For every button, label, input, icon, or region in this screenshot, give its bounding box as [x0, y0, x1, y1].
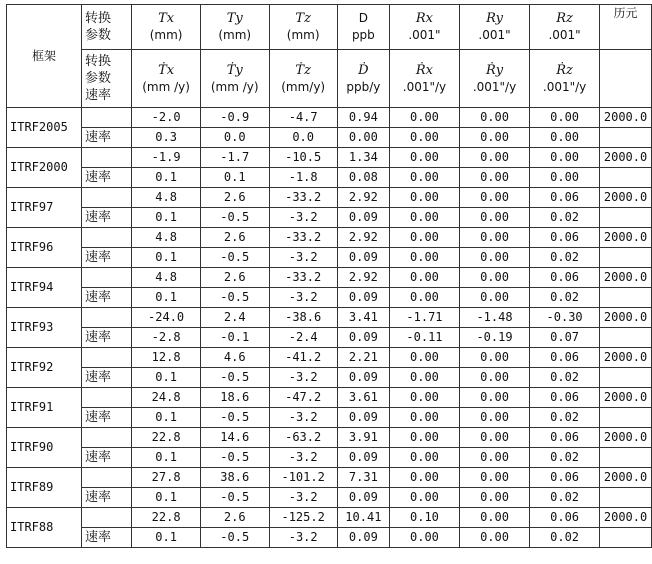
- tz-rate-value: -3.2: [269, 248, 337, 268]
- rz-rate-value: 0.00: [530, 128, 600, 148]
- param-label-cell: [81, 188, 131, 208]
- header-row-rates: [7, 50, 652, 108]
- ry-value: 0.00: [459, 228, 529, 248]
- ry-value: 0.00: [459, 388, 529, 408]
- rz-value: 0.06: [530, 268, 600, 288]
- frame-name: ITRF93: [7, 308, 82, 348]
- table-row-rate: [7, 328, 652, 348]
- rx-rate-header: [389, 50, 459, 108]
- param-label-cell: [81, 108, 131, 128]
- rz-unit: .001": [548, 28, 581, 42]
- ty-value: 18.6: [200, 388, 269, 408]
- d-value: 3.41: [337, 308, 389, 328]
- table-row-rate: [7, 288, 652, 308]
- rate-label: 速率: [81, 168, 131, 188]
- d-rate-value: 0.09: [337, 488, 389, 508]
- table-row: [7, 228, 652, 248]
- epoch-value: 2000.0: [600, 148, 652, 168]
- rz-rate-value: 0.00: [530, 168, 600, 188]
- tz-rate-symbol: Ṫz: [295, 62, 311, 78]
- d-rate-symbol: Ḋ: [358, 62, 369, 78]
- rz-symbol: Rz: [556, 11, 573, 26]
- rx-rate-symbol: Ṙx: [415, 62, 434, 78]
- rx-rate-value: 0.00: [389, 168, 459, 188]
- rz-rate-value: 0.02: [530, 368, 600, 388]
- tx-value: 12.8: [132, 348, 201, 368]
- ry-rate-unit: .001"/y: [472, 79, 517, 94]
- tz-rate-value: -3.2: [269, 208, 337, 228]
- rate-label: 速率: [81, 448, 131, 468]
- d-rate-value: 0.09: [337, 368, 389, 388]
- tz-rate-value: -3.2: [269, 288, 337, 308]
- d-value: 3.91: [337, 428, 389, 448]
- param-label-cell: [81, 428, 131, 448]
- ty-value: 4.6: [200, 348, 269, 368]
- frame-name: ITRF92: [7, 348, 82, 388]
- ty-rate-value: -0.5: [200, 448, 269, 468]
- d-value: 1.34: [337, 148, 389, 168]
- tz-rate-value: -1.8: [269, 168, 337, 188]
- rx-value: 0.00: [389, 468, 459, 488]
- ty-rate-value: -0.5: [200, 528, 269, 548]
- d-value: 0.94: [337, 108, 389, 128]
- tz-value: -4.7: [269, 108, 337, 128]
- table-row-rate: [7, 368, 652, 388]
- d-rate-value: 0.09: [337, 448, 389, 468]
- rz-rate-header: [530, 50, 600, 108]
- table-row-rate: [7, 528, 652, 548]
- d-value: 2.21: [337, 348, 389, 368]
- rx-value: 0.00: [389, 268, 459, 288]
- rx-rate-value: 0.00: [389, 288, 459, 308]
- table-row: [7, 508, 652, 528]
- d-rate-value: 0.09: [337, 328, 389, 348]
- tx-value: 27.8: [132, 468, 201, 488]
- tz-header: [269, 5, 337, 50]
- frame-name: ITRF2000: [7, 148, 82, 188]
- epoch-header: 历元: [600, 5, 652, 50]
- rz-value: 0.06: [530, 468, 600, 488]
- d-rate-value: 0.08: [337, 168, 389, 188]
- tx-rate-value: 0.1: [132, 208, 201, 228]
- epoch-value: 2000.0: [600, 308, 652, 328]
- ty-value: 2.6: [200, 228, 269, 248]
- rz-rate-value: 0.02: [530, 408, 600, 428]
- frame-name: ITRF89: [7, 468, 82, 508]
- ry-unit: .001": [478, 28, 511, 42]
- rate-label: 速率: [81, 328, 131, 348]
- tx-header: [132, 5, 201, 50]
- tz-rate-unit: (mm/y): [281, 79, 326, 94]
- rz-value: 0.00: [530, 108, 600, 128]
- rx-value: 0.10: [389, 508, 459, 528]
- rate-label: 速率: [81, 488, 131, 508]
- rx-rate-value: 0.00: [389, 208, 459, 228]
- ry-value: 0.00: [459, 268, 529, 288]
- rz-rate-value: 0.02: [530, 528, 600, 548]
- rz-value: 0.06: [530, 228, 600, 248]
- tz-rate-value: 0.0: [269, 128, 337, 148]
- table-row-rate: [7, 168, 652, 188]
- param-label-cell: [81, 148, 131, 168]
- rz-value: 0.06: [530, 508, 600, 528]
- param-label-cell: [81, 228, 131, 248]
- rz-rate-value: 0.07: [530, 328, 600, 348]
- ry-rate-symbol: Ṙy: [485, 62, 504, 78]
- ry-rate-value: 0.00: [459, 128, 529, 148]
- epoch-value: 2000.0: [600, 228, 652, 248]
- tz-value: -38.6: [269, 308, 337, 328]
- epoch-rate-blank: [600, 128, 652, 148]
- d-rate-value: 0.09: [337, 288, 389, 308]
- rate-label: 速率: [81, 288, 131, 308]
- tz-value: -10.5: [269, 148, 337, 168]
- tz-value: -41.2: [269, 348, 337, 368]
- epoch-rate-blank: [600, 248, 652, 268]
- rx-rate-value: 0.00: [389, 248, 459, 268]
- d-rate-value: 0.09: [337, 528, 389, 548]
- table-row: [7, 468, 652, 488]
- d-value: 7.31: [337, 468, 389, 488]
- tx-rate-value: 0.3: [132, 128, 201, 148]
- table-row-rate: [7, 208, 652, 228]
- d-value: 3.61: [337, 388, 389, 408]
- rx-rate-value: 0.00: [389, 488, 459, 508]
- ry-value: 0.00: [459, 148, 529, 168]
- epoch-rate-blank: [600, 328, 652, 348]
- frame-name: ITRF88: [7, 508, 82, 548]
- tz-rate-value: -3.2: [269, 488, 337, 508]
- tx-rate-value: 0.1: [132, 448, 201, 468]
- rz-rate-unit: .001"/y: [542, 79, 587, 94]
- ty-rate-value: 0.1: [200, 168, 269, 188]
- ty-rate-header: [200, 50, 269, 108]
- d-value: 2.92: [337, 228, 389, 248]
- epoch-rate-blank: [600, 448, 652, 468]
- ry-rate-value: -0.19: [459, 328, 529, 348]
- table-row: [7, 268, 652, 288]
- rx-rate-value: -0.11: [389, 328, 459, 348]
- d-rate-header: [337, 50, 389, 108]
- ty-rate-value: -0.5: [200, 368, 269, 388]
- tx-value: -1.9: [132, 148, 201, 168]
- tx-value: 22.8: [132, 508, 201, 528]
- tx-value: -24.0: [132, 308, 201, 328]
- epoch-rate-blank: [600, 168, 652, 188]
- rx-rate-value: 0.00: [389, 448, 459, 468]
- d-symbol: D: [358, 11, 368, 25]
- tx-value: 4.8: [132, 268, 201, 288]
- ry-header: [459, 5, 529, 50]
- rx-value: 0.00: [389, 388, 459, 408]
- ry-rate-value: 0.00: [459, 168, 529, 188]
- tz-value: -33.2: [269, 188, 337, 208]
- param-label-cell: [81, 348, 131, 368]
- frame-name: ITRF97: [7, 188, 82, 228]
- rx-unit: .001": [408, 28, 441, 42]
- rz-rate-value: 0.02: [530, 248, 600, 268]
- rz-value: 0.06: [530, 348, 600, 368]
- ty-rate-symbol: Ṫy: [226, 62, 243, 78]
- epoch-value: 2000.0: [600, 268, 652, 288]
- rx-rate-value: 0.00: [389, 128, 459, 148]
- tx-value: 4.8: [132, 228, 201, 248]
- ry-symbol: Ry: [486, 11, 503, 26]
- ty-value: -0.9: [200, 108, 269, 128]
- rz-rate-value: 0.02: [530, 488, 600, 508]
- ry-value: -1.48: [459, 308, 529, 328]
- d-unit: ppb: [351, 28, 375, 42]
- ty-value: 2.6: [200, 268, 269, 288]
- rx-rate-unit: .001"/y: [402, 79, 447, 94]
- rz-rate-symbol: Ṙz: [556, 62, 573, 78]
- tz-rate-value: -3.2: [269, 448, 337, 468]
- ry-rate-value: 0.00: [459, 528, 529, 548]
- ty-rate-value: -0.1: [200, 328, 269, 348]
- d-header: [337, 5, 389, 50]
- tx-rate-value: -2.8: [132, 328, 201, 348]
- tx-rate-header: [132, 50, 201, 108]
- ry-rate-value: 0.00: [459, 288, 529, 308]
- rz-value: 0.00: [530, 148, 600, 168]
- epoch-rate-blank: [600, 528, 652, 548]
- rate-label: 速率: [81, 528, 131, 548]
- epoch-value: 2000.0: [600, 108, 652, 128]
- frame-name: ITRF91: [7, 388, 82, 428]
- ty-value: 2.6: [200, 188, 269, 208]
- epoch-rate-blank: [600, 208, 652, 228]
- table-row: [7, 348, 652, 368]
- epoch-value: 2000.0: [600, 428, 652, 448]
- ty-rate-value: -0.5: [200, 288, 269, 308]
- rx-rate-value: 0.00: [389, 408, 459, 428]
- rate-label: 速率: [81, 408, 131, 428]
- d-rate-value: 0.00: [337, 128, 389, 148]
- rate-label: 速率: [81, 248, 131, 268]
- table-row: [7, 428, 652, 448]
- ty-rate-value: -0.5: [200, 488, 269, 508]
- frame-name: ITRF96: [7, 228, 82, 268]
- rz-rate-value: 0.02: [530, 288, 600, 308]
- ry-rate-value: 0.00: [459, 408, 529, 428]
- rx-value: 0.00: [389, 428, 459, 448]
- rz-value: 0.06: [530, 428, 600, 448]
- table-body: [7, 108, 652, 548]
- epoch-value: 2000.0: [600, 348, 652, 368]
- tz-value: -33.2: [269, 268, 337, 288]
- ty-symbol: Ty: [226, 11, 243, 26]
- d-value: 10.41: [337, 508, 389, 528]
- epoch-value: 2000.0: [600, 468, 652, 488]
- ty-rate-value: -0.5: [200, 248, 269, 268]
- rate-label: 速率: [81, 208, 131, 228]
- tz-value: -101.2: [269, 468, 337, 488]
- table-row: [7, 388, 652, 408]
- ry-value: 0.00: [459, 348, 529, 368]
- ry-value: 0.00: [459, 428, 529, 448]
- param-label-cell: [81, 308, 131, 328]
- frame-header: 框架: [7, 5, 82, 108]
- rx-value: 0.00: [389, 108, 459, 128]
- table-row-rate: [7, 488, 652, 508]
- rz-rate-value: 0.02: [530, 448, 600, 468]
- d-value: 2.92: [337, 268, 389, 288]
- tx-rate-value: 0.1: [132, 488, 201, 508]
- tx-value: -2.0: [132, 108, 201, 128]
- ty-value: 38.6: [200, 468, 269, 488]
- rate-label: 速率: [81, 368, 131, 388]
- ry-value: 0.00: [459, 188, 529, 208]
- rx-value: -1.71: [389, 308, 459, 328]
- table-row: [7, 148, 652, 168]
- tz-symbol: Tz: [295, 11, 311, 26]
- epoch-value: 2000.0: [600, 188, 652, 208]
- table-row: [7, 308, 652, 328]
- tx-value: 4.8: [132, 188, 201, 208]
- ry-rate-value: 0.00: [459, 488, 529, 508]
- tx-rate-value: 0.1: [132, 168, 201, 188]
- ty-unit: (mm): [218, 28, 252, 42]
- tx-rate-value: 0.1: [132, 408, 201, 428]
- header-row-params: [7, 5, 652, 50]
- tx-rate-unit: (mm /y): [142, 79, 190, 94]
- epoch-rate-blank: [600, 368, 652, 388]
- tz-rate-header: [269, 50, 337, 108]
- d-rate-value: 0.09: [337, 408, 389, 428]
- ry-rate-value: 0.00: [459, 448, 529, 468]
- ty-rate-value: 0.0: [200, 128, 269, 148]
- table-row: [7, 188, 652, 208]
- tz-rate-value: -3.2: [269, 368, 337, 388]
- rx-rate-value: 0.00: [389, 368, 459, 388]
- tx-rate-value: 0.1: [132, 288, 201, 308]
- ty-value: 2.4: [200, 308, 269, 328]
- rz-value: 0.06: [530, 188, 600, 208]
- table-row-rate: [7, 448, 652, 468]
- rx-value: 0.00: [389, 228, 459, 248]
- epoch-rate-blank: [600, 288, 652, 308]
- tz-value: -125.2: [269, 508, 337, 528]
- param-label-cell: [81, 268, 131, 288]
- ry-value: 0.00: [459, 108, 529, 128]
- tx-rate-value: 0.1: [132, 528, 201, 548]
- tx-rate-value: 0.1: [132, 248, 201, 268]
- param-label-cell: [81, 388, 131, 408]
- rx-rate-value: 0.00: [389, 528, 459, 548]
- ry-value: 0.00: [459, 508, 529, 528]
- d-rate-unit: ppb/y: [346, 79, 381, 94]
- rz-value: 0.06: [530, 388, 600, 408]
- d-value: 2.92: [337, 188, 389, 208]
- epoch-rate-blank: [600, 408, 652, 428]
- epoch-value: 2000.0: [600, 508, 652, 528]
- param-label-cell: [81, 468, 131, 488]
- tx-value: 22.8: [132, 428, 201, 448]
- tx-unit: (mm): [149, 28, 183, 42]
- itrf-transformation-table: [6, 4, 652, 548]
- ry-rate-value: 0.00: [459, 208, 529, 228]
- epoch-rate-blank: [600, 488, 652, 508]
- ry-rate-header: [459, 50, 529, 108]
- tz-value: -47.2: [269, 388, 337, 408]
- tx-symbol: Tx: [158, 11, 175, 26]
- param-label-cell: [81, 508, 131, 528]
- rz-value: -0.30: [530, 308, 600, 328]
- tx-rate-symbol: Ṫx: [158, 62, 175, 78]
- d-rate-value: 0.09: [337, 248, 389, 268]
- frame-name: ITRF2005: [7, 108, 82, 148]
- rate-header: 转换 参数 速率: [81, 50, 131, 108]
- tz-rate-value: -3.2: [269, 408, 337, 428]
- ty-header: [200, 5, 269, 50]
- table-row-rate: [7, 128, 652, 148]
- table-row: [7, 108, 652, 128]
- epoch-value: 2000.0: [600, 388, 652, 408]
- tz-value: -63.2: [269, 428, 337, 448]
- rx-header: [389, 5, 459, 50]
- table-row-rate: [7, 248, 652, 268]
- rz-rate-value: 0.02: [530, 208, 600, 228]
- ry-value: 0.00: [459, 468, 529, 488]
- frame-name: ITRF94: [7, 268, 82, 308]
- table-row-rate: [7, 408, 652, 428]
- table-header: [7, 5, 652, 108]
- tz-unit: (mm): [286, 28, 320, 42]
- ty-value: 14.6: [200, 428, 269, 448]
- rx-symbol: Rx: [415, 11, 434, 26]
- d-rate-value: 0.09: [337, 208, 389, 228]
- rate-label: 速率: [81, 128, 131, 148]
- rx-value: 0.00: [389, 188, 459, 208]
- ty-value: 2.6: [200, 508, 269, 528]
- ty-rate-value: -0.5: [200, 208, 269, 228]
- ry-rate-value: 0.00: [459, 368, 529, 388]
- epoch-header-blank: [600, 50, 652, 108]
- ty-rate-unit: (mm /y): [210, 79, 259, 94]
- rx-value: 0.00: [389, 148, 459, 168]
- rz-header: [530, 5, 600, 50]
- ty-value: -1.7: [200, 148, 269, 168]
- tx-rate-value: 0.1: [132, 368, 201, 388]
- param-header: 转换 参数: [81, 5, 131, 50]
- ry-rate-value: 0.00: [459, 248, 529, 268]
- tx-value: 24.8: [132, 388, 201, 408]
- tz-value: -33.2: [269, 228, 337, 248]
- tz-rate-value: -2.4: [269, 328, 337, 348]
- ty-rate-value: -0.5: [200, 408, 269, 428]
- rx-value: 0.00: [389, 348, 459, 368]
- frame-name: ITRF90: [7, 428, 82, 468]
- tz-rate-value: -3.2: [269, 528, 337, 548]
